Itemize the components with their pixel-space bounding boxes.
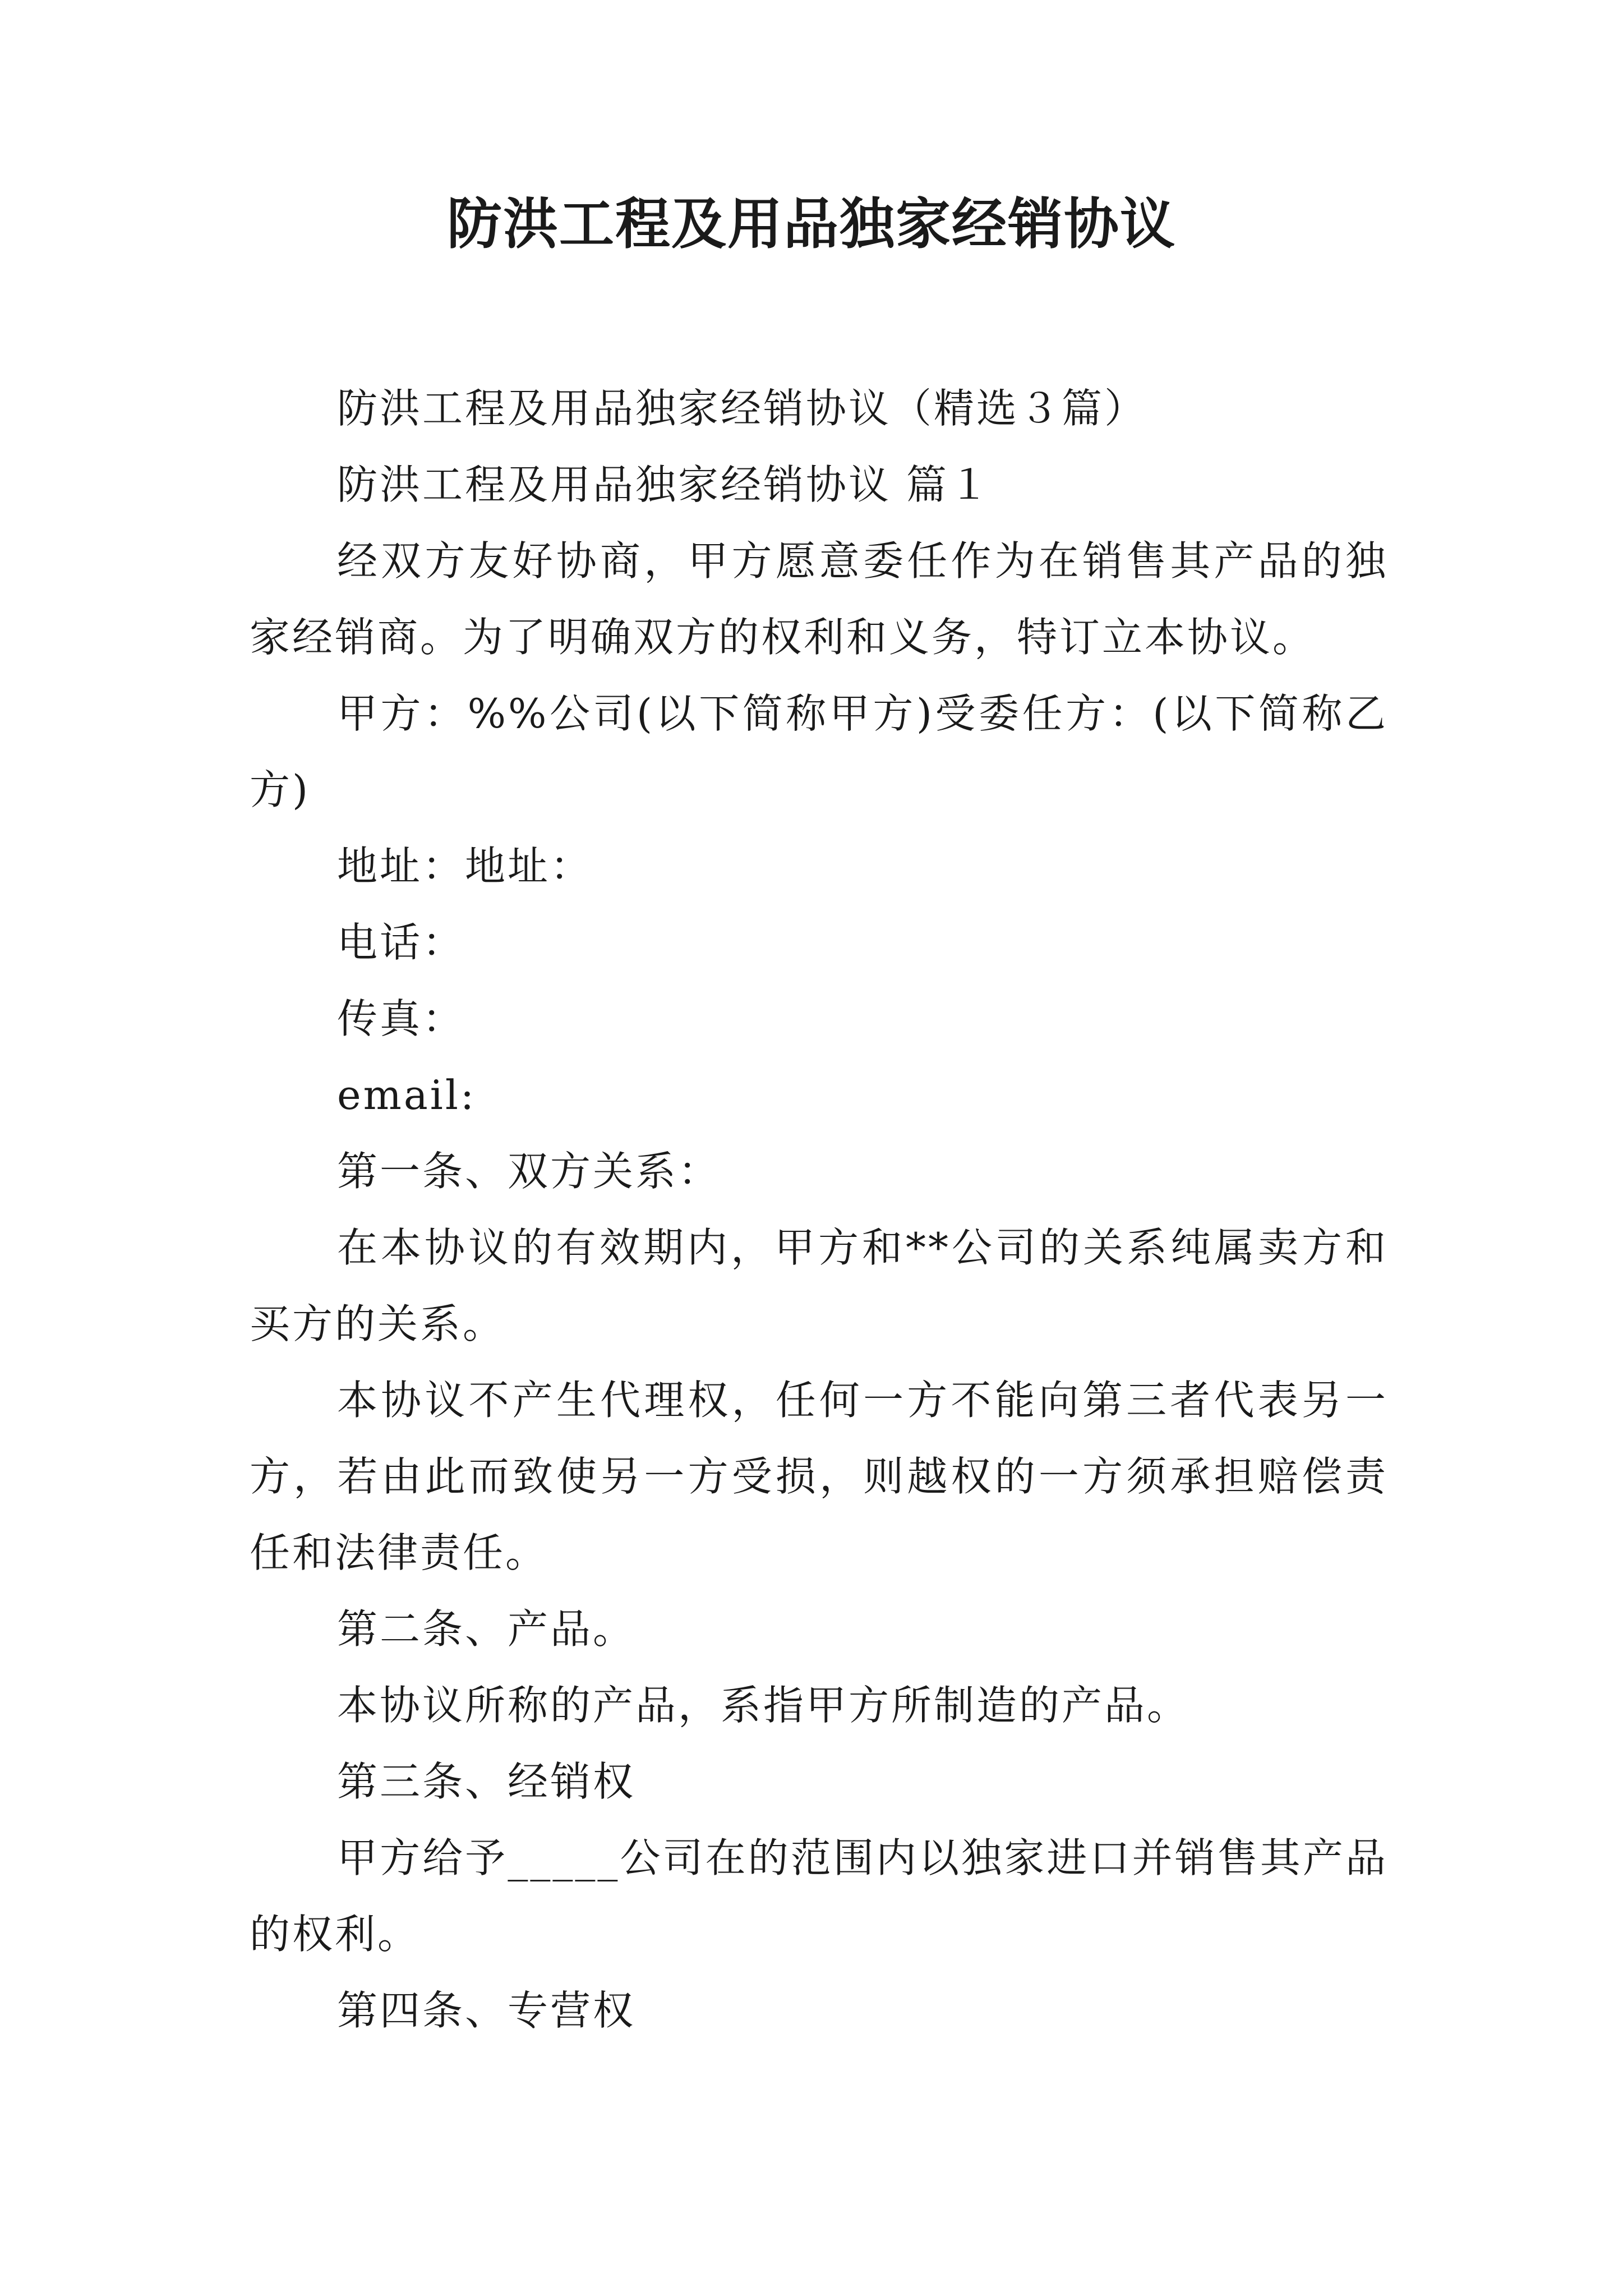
paragraph-subtitle: 防洪工程及用品独家经销协议（精选３篇） xyxy=(337,385,1147,432)
paragraph-parties: 甲方：%%公司(以下简称甲方)受委任方：(以下简称乙方) xyxy=(250,690,1388,813)
paragraph-article-2-body: 本协议所称的产品，系指甲方所制造的产品。 xyxy=(337,1682,1190,1729)
paragraph-section-heading: 防洪工程及用品独家经销协议 篇１ xyxy=(337,461,992,508)
paragraph-article-2-heading: 第二条、产品。 xyxy=(337,1605,636,1653)
paragraph-phone: 电话： xyxy=(337,919,465,966)
document-body xyxy=(250,370,1388,2049)
document-title: 防洪工程及用品独家经销协议 xyxy=(446,192,1176,256)
paragraph-article-1-body: 在本协议的有效期内，甲方和**公司的关系纯属卖方和买方的关系。 xyxy=(250,1224,1388,1347)
paragraph-article-3-heading: 第三条、经销权 xyxy=(337,1758,636,1805)
paragraph-fax: 传真： xyxy=(337,995,465,1042)
paragraph-address: 地址：地址： xyxy=(337,843,593,890)
paragraph-article-1-heading: 第一条、双方关系： xyxy=(337,1148,721,1195)
paragraph-intro: 经双方友好协商，甲方愿意委任作为在销售其产品的独家经销商。为了明确双方的权利和义务，特订立本协议。 xyxy=(250,537,1388,661)
paragraph-email: email: xyxy=(337,1071,477,1119)
paragraph-article-4-heading: 第四条、专营权 xyxy=(337,1987,636,2034)
paragraph-article-1-agency: 本协议不产生代理权，任何一方不能向第三者代表另一方，若由此而致使另一方受损，则越权的一方须承担赔偿责任和法律责任。 xyxy=(250,1377,1388,1576)
paragraph-article-3-body: 甲方给予_____公司在的范围内以独家进口并销售其产品的权利。 xyxy=(250,1834,1388,1958)
